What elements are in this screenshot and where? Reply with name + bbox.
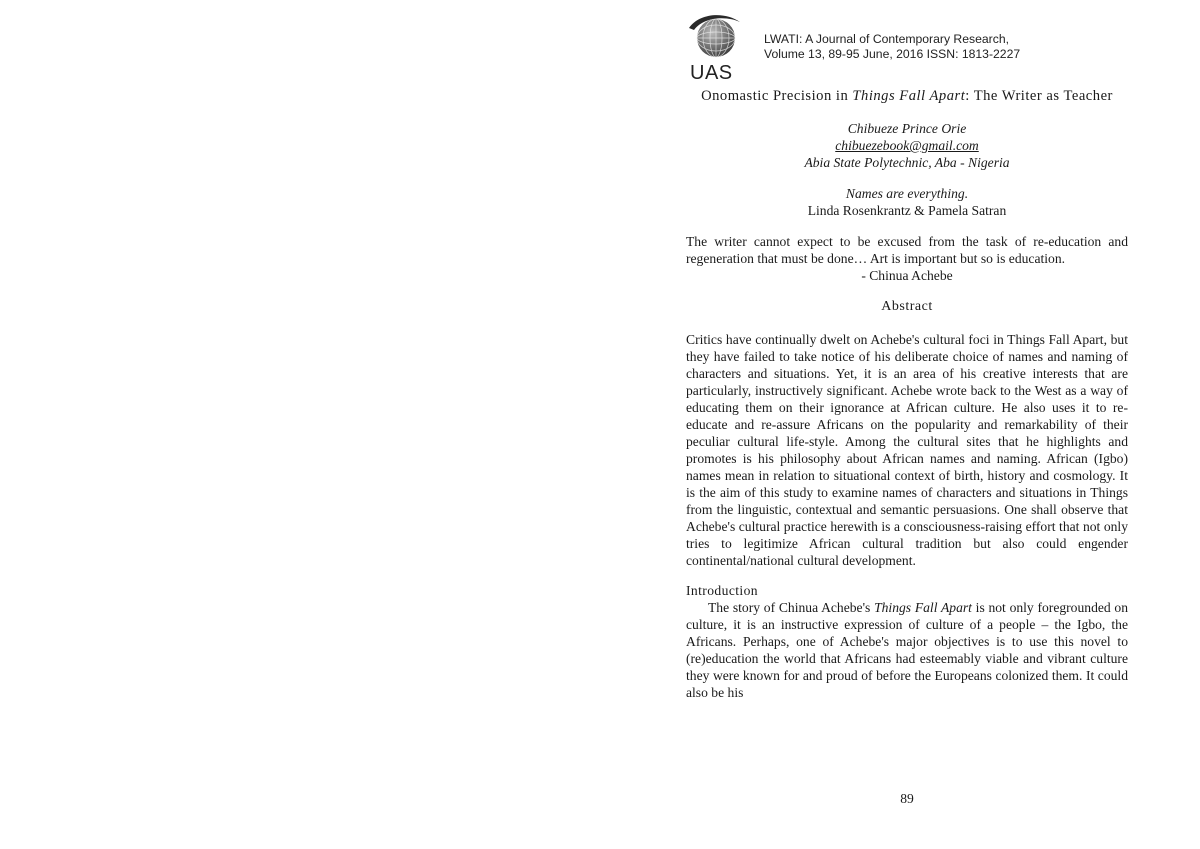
journal-line-1: LWATI: A Journal of Contemporary Research, [764,32,1009,46]
globe-icon [686,10,742,60]
author-block [686,120,1128,171]
abstract-text: Critics have continually dwelt on Achebe's cultural foci in Things Fall Apart, but they have failed to take notice of his deliberate choice of names and naming of characters and situations. Yet, it is an area of his creative interests that are particularly, instructively significant. Achebe wrote back to the West as a way of educating them on their ignorance at African culture. He also uses it to re-educate and re-assure Africans on the popularity and remarkability of their peculiar cultural life-style. Among the cultural sites that he highlights and promotes is his philosophy about African names and naming. African (Igbo) names mean in relation to situational context of birth, history and cosmology. It is the aim of this study to examine names of characters and situations in Things from the linguistic, contextual and semantic persuasions. One shall observe that Achebe's cultural practice herewith is a consciousness-raising effort that not only tries to legitimize African cultural tradition but also could engender continental/national cultural development. [686,332,1128,568]
author-name: Chibueze Prince Orie [847,121,967,136]
author-affiliation: Abia State Polytechnic, Aba - Nigeria [804,155,1010,170]
journal-line-2: Volume 13, 89-95 June, 2016 ISSN: 1813-2227 [764,47,1021,61]
title-italic: Things Fall Apart [852,88,966,104]
journal-info [764,32,1020,62]
author-email-link[interactable]: chibuezebook@gmail.com [835,138,979,153]
page-number: 89 [900,791,914,806]
page-header [686,10,1128,88]
epigraph-1-quote: Names are everything. [845,186,969,201]
abstract-heading: Abstract [881,299,933,314]
paper-title: Onomastic Precision in Things Fall Apart: The Writer as Teacher [701,88,1113,104]
epigraph-2-attribution: - Chinua Achebe [861,268,953,283]
journal-page [686,10,1128,701]
introduction-paragraph: The story of Chinua Achebe's Things Fall Apart is not only foregrounded on culture, it is an instructive expression of culture of a people – the Igbo, the Africans. Perhaps, one of Achebe's major objectives is to use this novel to (re)education the world that Africans had esteemably viable and vibrant culture they were known for and proud of before the Europeans colonized them. It could also be his [686,600,1129,700]
epigraph-1-attribution: Linda Rosenkrantz & Pamela Satran [807,203,1007,218]
epigraph-1 [686,185,1128,219]
uas-logo [686,10,742,86]
introduction-heading: Introduction [686,583,758,598]
epigraph-2-quote: The writer cannot expect to be excused from the task of re-education and regeneration that must be done… Art is important but so is education. [686,234,1128,266]
introduction-italic: Things Fall Apart [874,600,972,615]
epigraph-2 [686,233,1128,284]
logo-text: UAS [690,62,733,84]
